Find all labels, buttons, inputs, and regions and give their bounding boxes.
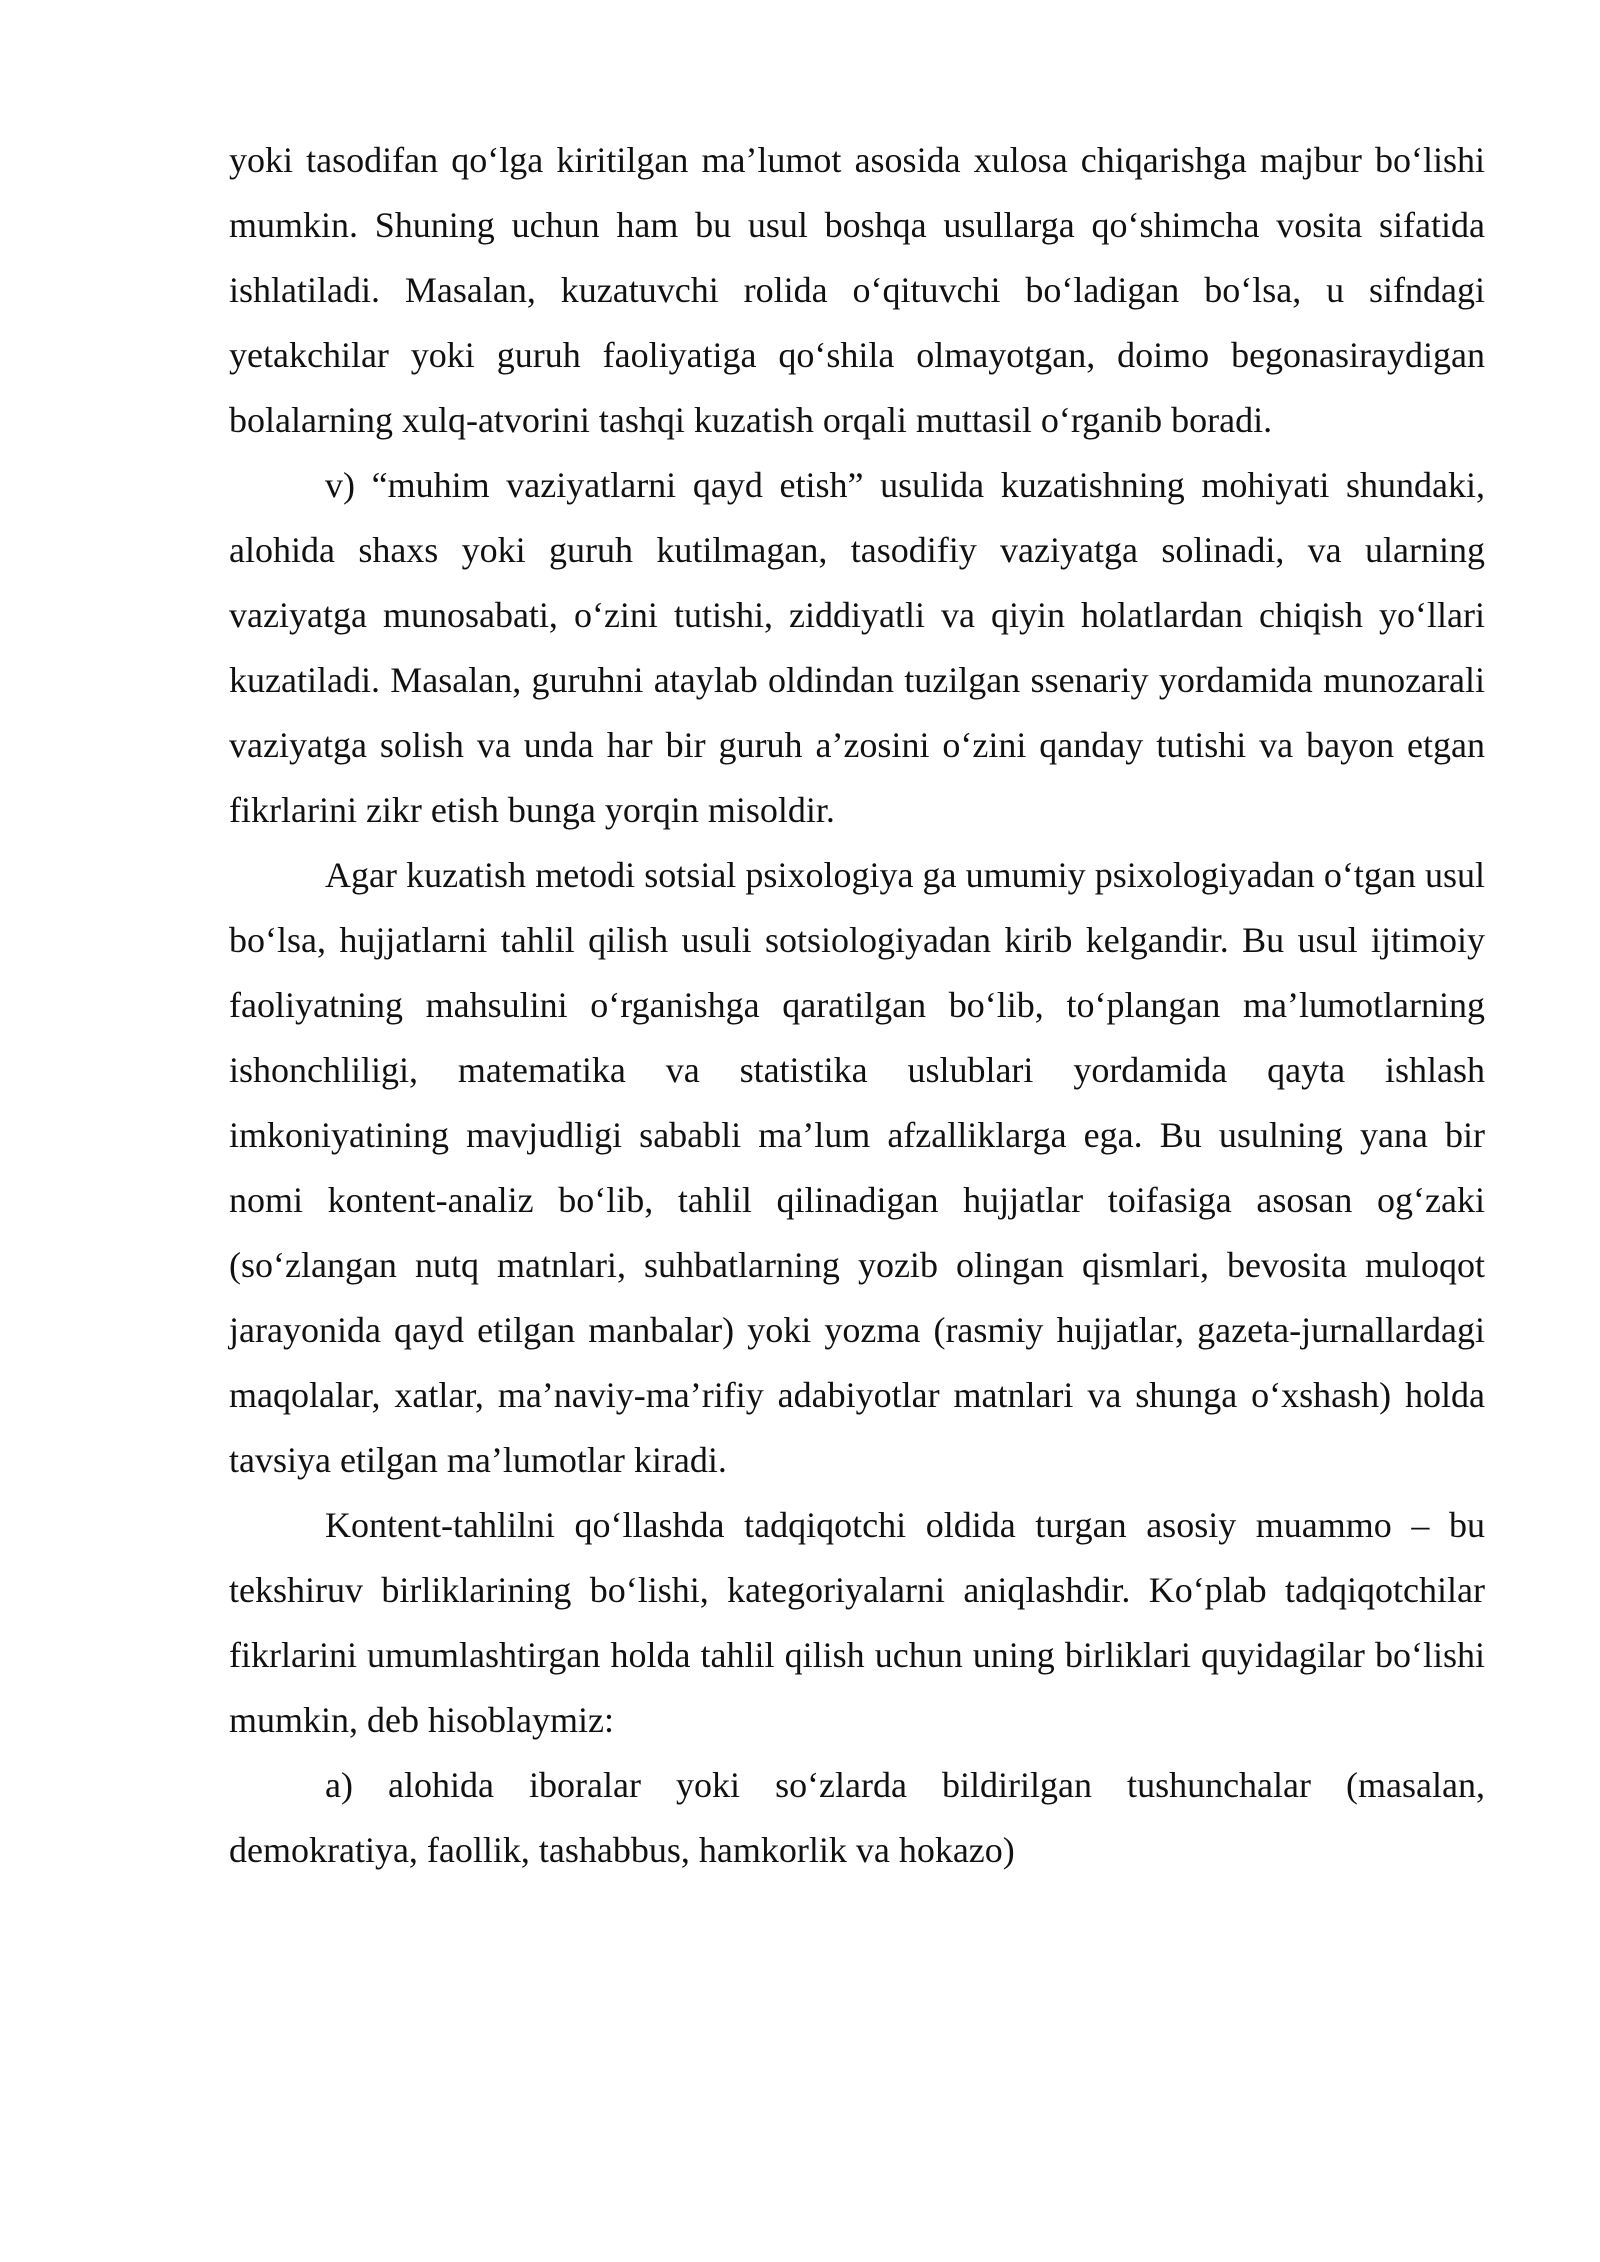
- document-page: [229, 128, 1485, 1883]
- paragraph-5: a) alohida iboralar yoki so‘zlarda bildirilgan tushunchalar (masalan, demokratiya, faollik, tashabbus, hamkorlik va hokazo): [229, 1765, 1485, 1870]
- paragraph-3: Agar kuzatish metodi sotsial psixologiya ga umumiy psixologiyadan o‘tgan usul bo‘lsa, hujjatlarni tahlil qilish usuli sotsiologiyadan kirib kelgandir. Bu usul ijtimoiy faoliyatning mahsulini o‘rganishga qaratilgan bo‘lib, to‘plangan ma’lumotlarning ishonchliligi, matematika va statistika uslublari yordamida qayta ishlash imkoniyatining mavjudligi sababli ma’lum afzalliklarga ega. Bu usulning yana bir nomi kontent-analiz bo‘lib, tahlil qilinadigan hujjatlar toifasiga asosan og‘zaki (so‘zlangan nutq matnlari, suhbatlarning yozib olingan qismlari, bevosita muloqot jarayonida qayd etilgan manbalar) yoki yozma (rasmiy hujjatlar, gazeta-jurnallardagi maqolalar, xatlar, ma’naviy-ma’rifiy adabiyotlar matnlari va shunga o‘xshash) holda tavsiya etilgan ma’lumotlar kiradi.: [229, 855, 1485, 1480]
- paragraph-4: Kontent-tahlilni qo‘llashda tadqiqotchi oldida turgan asosiy muammo – bu tekshiruv birliklarining bo‘lishi, kategoriyalarni aniqlashdir. Ko‘plab tadqiqotchilar fikrlarini umumlashtirgan holda tahlil qilish uchun uning birliklari quyidagilar bo‘lishi mumkin, deb hisoblaymiz:: [229, 1505, 1485, 1740]
- paragraph-1: yoki tasodifan qo‘lga kiritilgan ma’lumot asosida xulosa chiqarishga majbur bo‘lishi mumkin. Shuning uchun ham bu usul boshqa usullarga qo‘shimcha vosita sifatida ishlatiladi. Masalan, kuzatuvchi rolida o‘qituvchi bo‘ladigan bo‘lsa, u sifndagi yetakchilar yoki guruh faoliyatiga qo‘shila olmayotgan, doimo begonasiraydigan bolalarning xulq-atvorini tashqi kuzatish orqali muttasil o‘rganib boradi.: [229, 140, 1485, 440]
- paragraph-2: v) “muhim vaziyatlarni qayd etish” usulida kuzatishning mohiyati shundaki, alohida shaxs yoki guruh kutilmagan, tasodifiy vaziyatga solinadi, va ularning vaziyatga munosabati, o‘zini tutishi, ziddiyatli va qiyin holatlardan chiqish yo‘llari kuzatiladi. Masalan, guruhni ataylab oldindan tuzilgan ssenariy yordamida munozarali vaziyatga solish va unda har bir guruh a’zosini o‘zini qanday tutishi va bayon etgan fikrlarini zikr etish bunga yorqin misoldir.: [229, 465, 1485, 830]
